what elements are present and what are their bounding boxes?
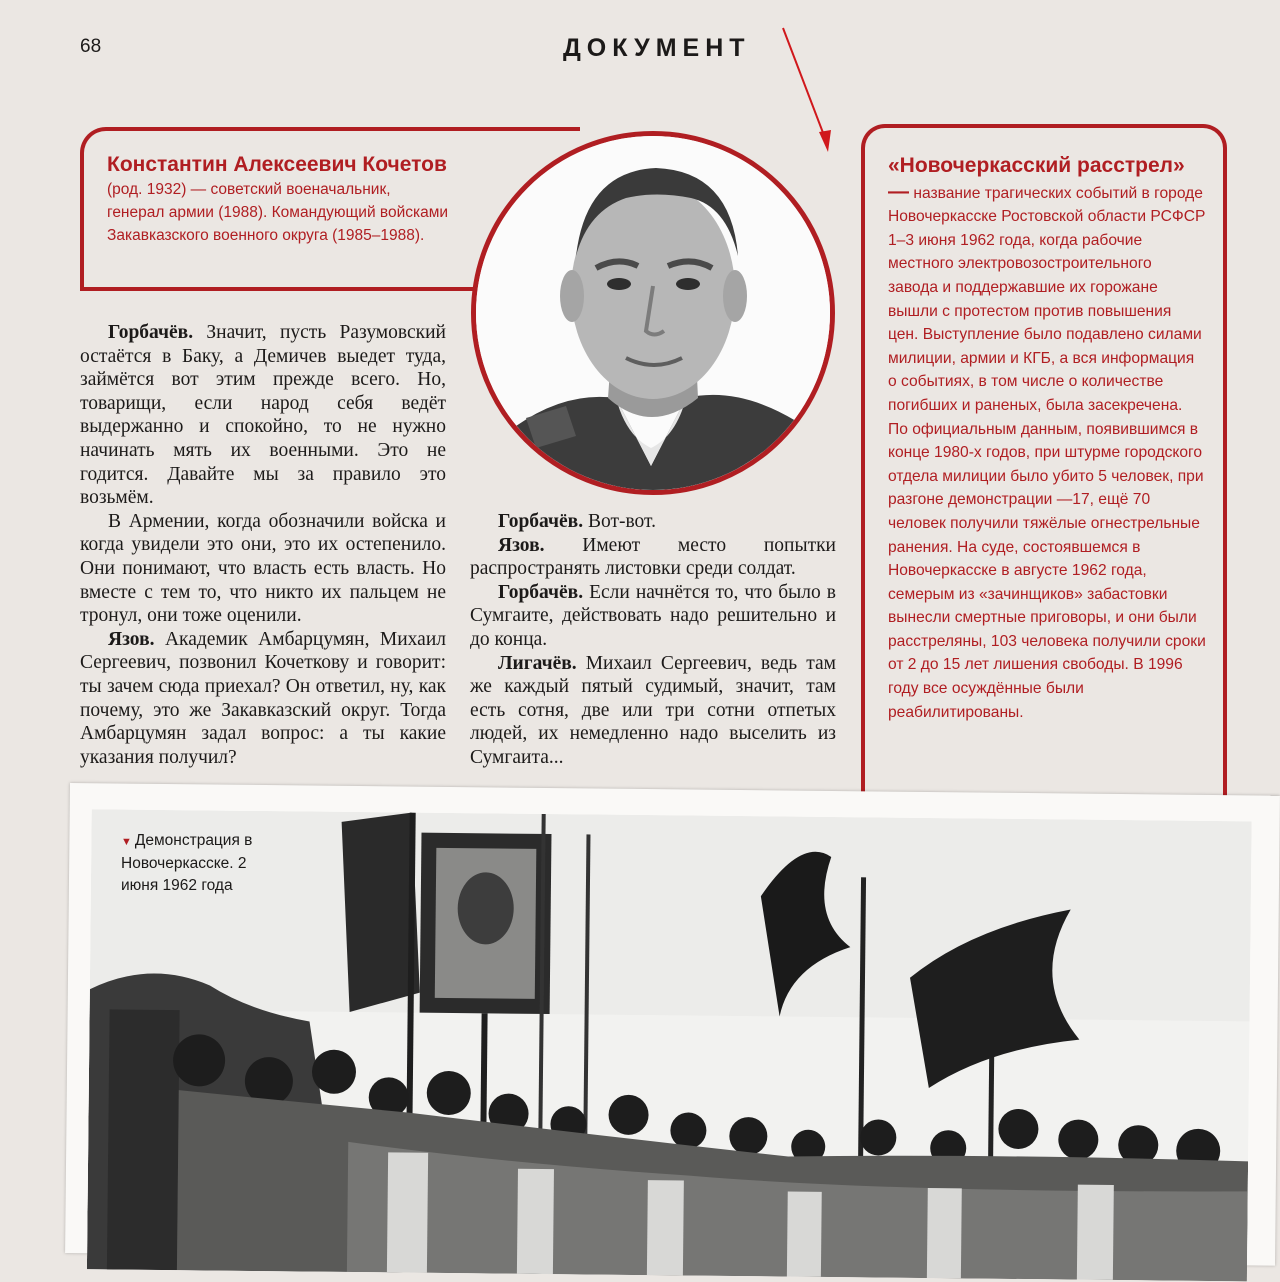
triangle-down-icon: ▼ [121,836,132,848]
speaker-name: Язов. [108,628,155,650]
caption-text: Демонстрация в Новочеркасске. 2 июня 1962 года [121,832,253,894]
sidebar-definition: название трагических событий в городе Новочеркасске Ростовской области РСФСР 1–3 июня 1962 года, когда рабочие местного электровозостроительного завода и поддержавшие их горожане вышли с протестом против повышения цен. Выступление было подавлено силами милиции, армии и КГБ, а вся информация о событиях, в том числе о количестве погибших и раненых, была засекречена. По официальным данным, появившимся в конце 1980-х годов, при штурме городского отдела милиции было убито 5 человек, при разгоне демонстрации —17, ещё 70 человек получили тяжёлые огнестрельные ранения. На суде, состоявшемся в Новочеркасске в августе 1962 года, семерым из «зачинщиков» забастовки вынесли смертные приговоры, и они были расстреляны, 103 человека получили сроки от 2 до 15 лет лишения свободы. В 1996 году все осуждённые были реабилитированы. [888,184,1206,721]
portrait-photo [471,131,835,495]
dialogue-paragraph [470,652,836,770]
speech-text: Имеют место попытки распространять листовки среди солдат. [470,534,836,580]
speech-text: Академик Амбарцумян, Михаил Сергеевич, позвонил Кочеткову и говорит: ты зачем сюда приехал? Он ответил, ну, как почему, это же Закавказский округ. Тогда Амбарцумян задал вопрос: а ты какие указания получил? [80,628,446,768]
bio-block [107,153,452,247]
text-column-left [80,321,446,769]
red-arrow-icon [775,26,835,156]
dialogue-paragraph [80,510,446,628]
speaker-name: Горбачёв. [498,581,584,603]
bio-name: Константин Алексеевич Кочетов [107,153,447,176]
dialogue-paragraph [80,321,446,510]
speech-text: Значит, пусть Разумовский остаётся в Баку, а Демичев выедет туда, займётся вот этим прежде всего. Но, товарищи, если народ себя ведёт выдержанно и спокойно, то не нужно начинать мять их военными. Это не годится. Давайте мы за правило это возьмём. [80,322,446,509]
dialogue-paragraph [470,510,836,534]
dialogue-paragraph [80,628,446,770]
speaker-name: Горбачёв. [108,322,194,343]
speaker-name: Горбачёв. [498,511,584,532]
bio-description: (род. 1932) — советский военачальник, генерал армии (1988). Командующий войсками Закавказского военного округа (1985–1988). [107,181,449,244]
speech-text: Если начнётся то, что было в Сумгаите, действовать надо решительно и до конца. [470,581,836,650]
photo-caption [121,830,281,897]
speech-text: Вот-вот. [583,511,656,532]
dialogue-paragraph [470,534,836,581]
sidebar-term: «Новочеркасский расстрел» — [888,154,1185,203]
speech-text: Михаил Сергеевич, ведь там же каждый пятый судимый, значит, там есть сотня, две или три сотни отпетых людей, их немедленно надо выселить из Сумгаита... [470,652,836,768]
text-column-middle [470,510,836,770]
speaker-name: Язов. [498,534,545,556]
section-title: ДОКУМЕНТ [563,34,751,62]
speaker-name: Лигачёв. [498,652,577,674]
dialogue-paragraph [470,581,836,652]
speech-text: В Армении, когда обозначили войска и когда увидели это они, это их остепенило. Они понимают, что власть есть власть. Но вместе с тем то, что никто их пальцем не тронул, они тоже оценили. [80,510,446,627]
sidebar-block [888,154,1206,724]
page-number: 68 [80,36,102,57]
